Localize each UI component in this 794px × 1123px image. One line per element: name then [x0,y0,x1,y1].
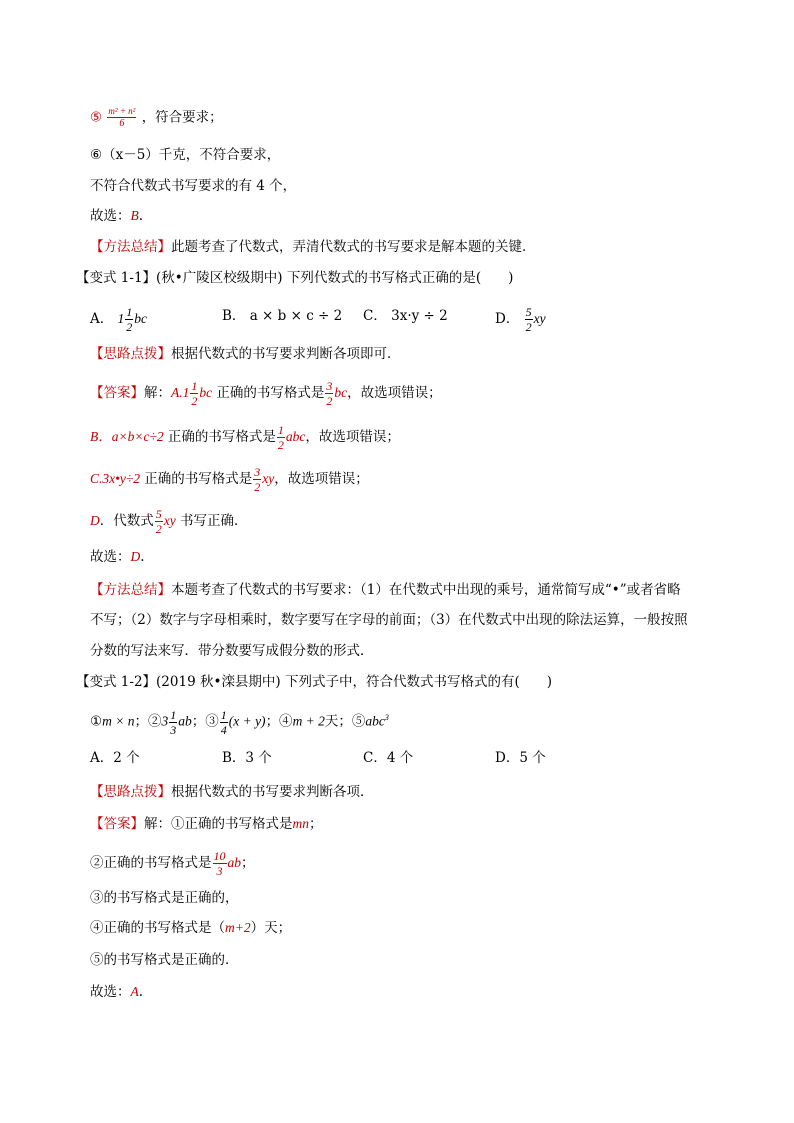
option-a: A． 1 $\frac{1}{2}$ bc [90,305,148,334]
count-line: 不符合代数式书写要求的有 4 个， [90,178,297,194]
q2-option-d: D．5 个 [495,750,546,766]
choose-line-q2: 故选：A. [90,984,144,1000]
method-summary-q1-3: 分数的写法来写．带分数要写成假分数的形式． [90,643,374,659]
answer-a: 【答案】解：A.1 $\frac{1}{2}$ bc 正确的书写格式是 $\frac{3}{2}$ bc，故选项错误； [90,379,442,408]
option-c: C． 3x·y ÷ 2 [363,308,448,324]
question-1-2: 【变式 1-2】(2019 秋•滦县期中) 下列式子中，符合代数式书写格式的有( ) [76,674,553,690]
q2-answer-3: ③的书写格式是正确的， [90,890,239,906]
step-6-line: ⑥（x－5）千克，不符合要求， [90,147,281,163]
answer-c: C.3x•y÷2 正确的书写格式是 $\frac{3}{2}$ xy，故选项错误； [90,465,369,494]
answer-b: B．a×b×c÷2 正确的书写格式是 $\frac{1}{2}$ abc，故选项错误； [90,423,400,452]
hint-line: 【思路点拨】根据代数式的书写要求判断各项即可． [90,346,401,362]
step-5-line [90,107,223,129]
fraction: $\frac{\text{m² + n²}}{6}$ [108,106,136,129]
q2-option-b: B．3 个 [222,750,272,766]
method-summary-q1-2: 不写；（2）数字与字母相乘时，数字要写在字母的前面；（3）在代数式中出现的除法运算，一般按照 [90,612,688,628]
choose-line: 故选：B. [90,208,144,224]
option-d: D． $\frac{5}{2}$ xy [495,305,546,334]
q2-hint-line: 【思路点拨】根据代数式的书写要求判断各项． [90,784,374,800]
q2-answer-5: ⑤的书写格式是正确的． [90,952,239,968]
method-summary: 【方法总结】此题考查了代数式，弄清代数式的书写要求是解本题的关键． [90,239,536,255]
q2-answer-1: 【答案】解：①正确的书写格式是mn； [90,816,323,832]
q2-option-c: C．4 个 [363,750,414,766]
option-b: B． a × b × c ÷ 2 [222,308,343,324]
q2-option-a: A．2 个 [90,750,140,766]
circled-5: ⑤ [90,109,103,126]
answer-d: D．代数式 $\frac{5}{2}$ xy 书写正确． [90,507,248,536]
q2-answer-2: ②正确的书写格式是 $\frac{10}{3}$ ab； [90,849,255,878]
method-summary-q1-1: 【方法总结】本题考查了代数式的书写要求：（1）在代数式中出现的乘号，通常简写成“•”或者省略 [90,582,681,598]
q2-items: ①m × n；②3 $\frac{1}{3}$ ab；③ $\frac{1}{4}$ (x + y)；④m + 2天；⑤abc$^3$ [90,707,389,737]
choose-line-q1: 故选：D. [90,549,145,565]
q2-answer-4: ④正确的书写格式是（m+2）天； [90,920,292,936]
text: ，符合要求； [141,109,223,126]
question-1-1: 【变式 1-1】(秋•广陵区校级期中) 下列代数式的书写格式正确的是( ) [76,270,514,286]
